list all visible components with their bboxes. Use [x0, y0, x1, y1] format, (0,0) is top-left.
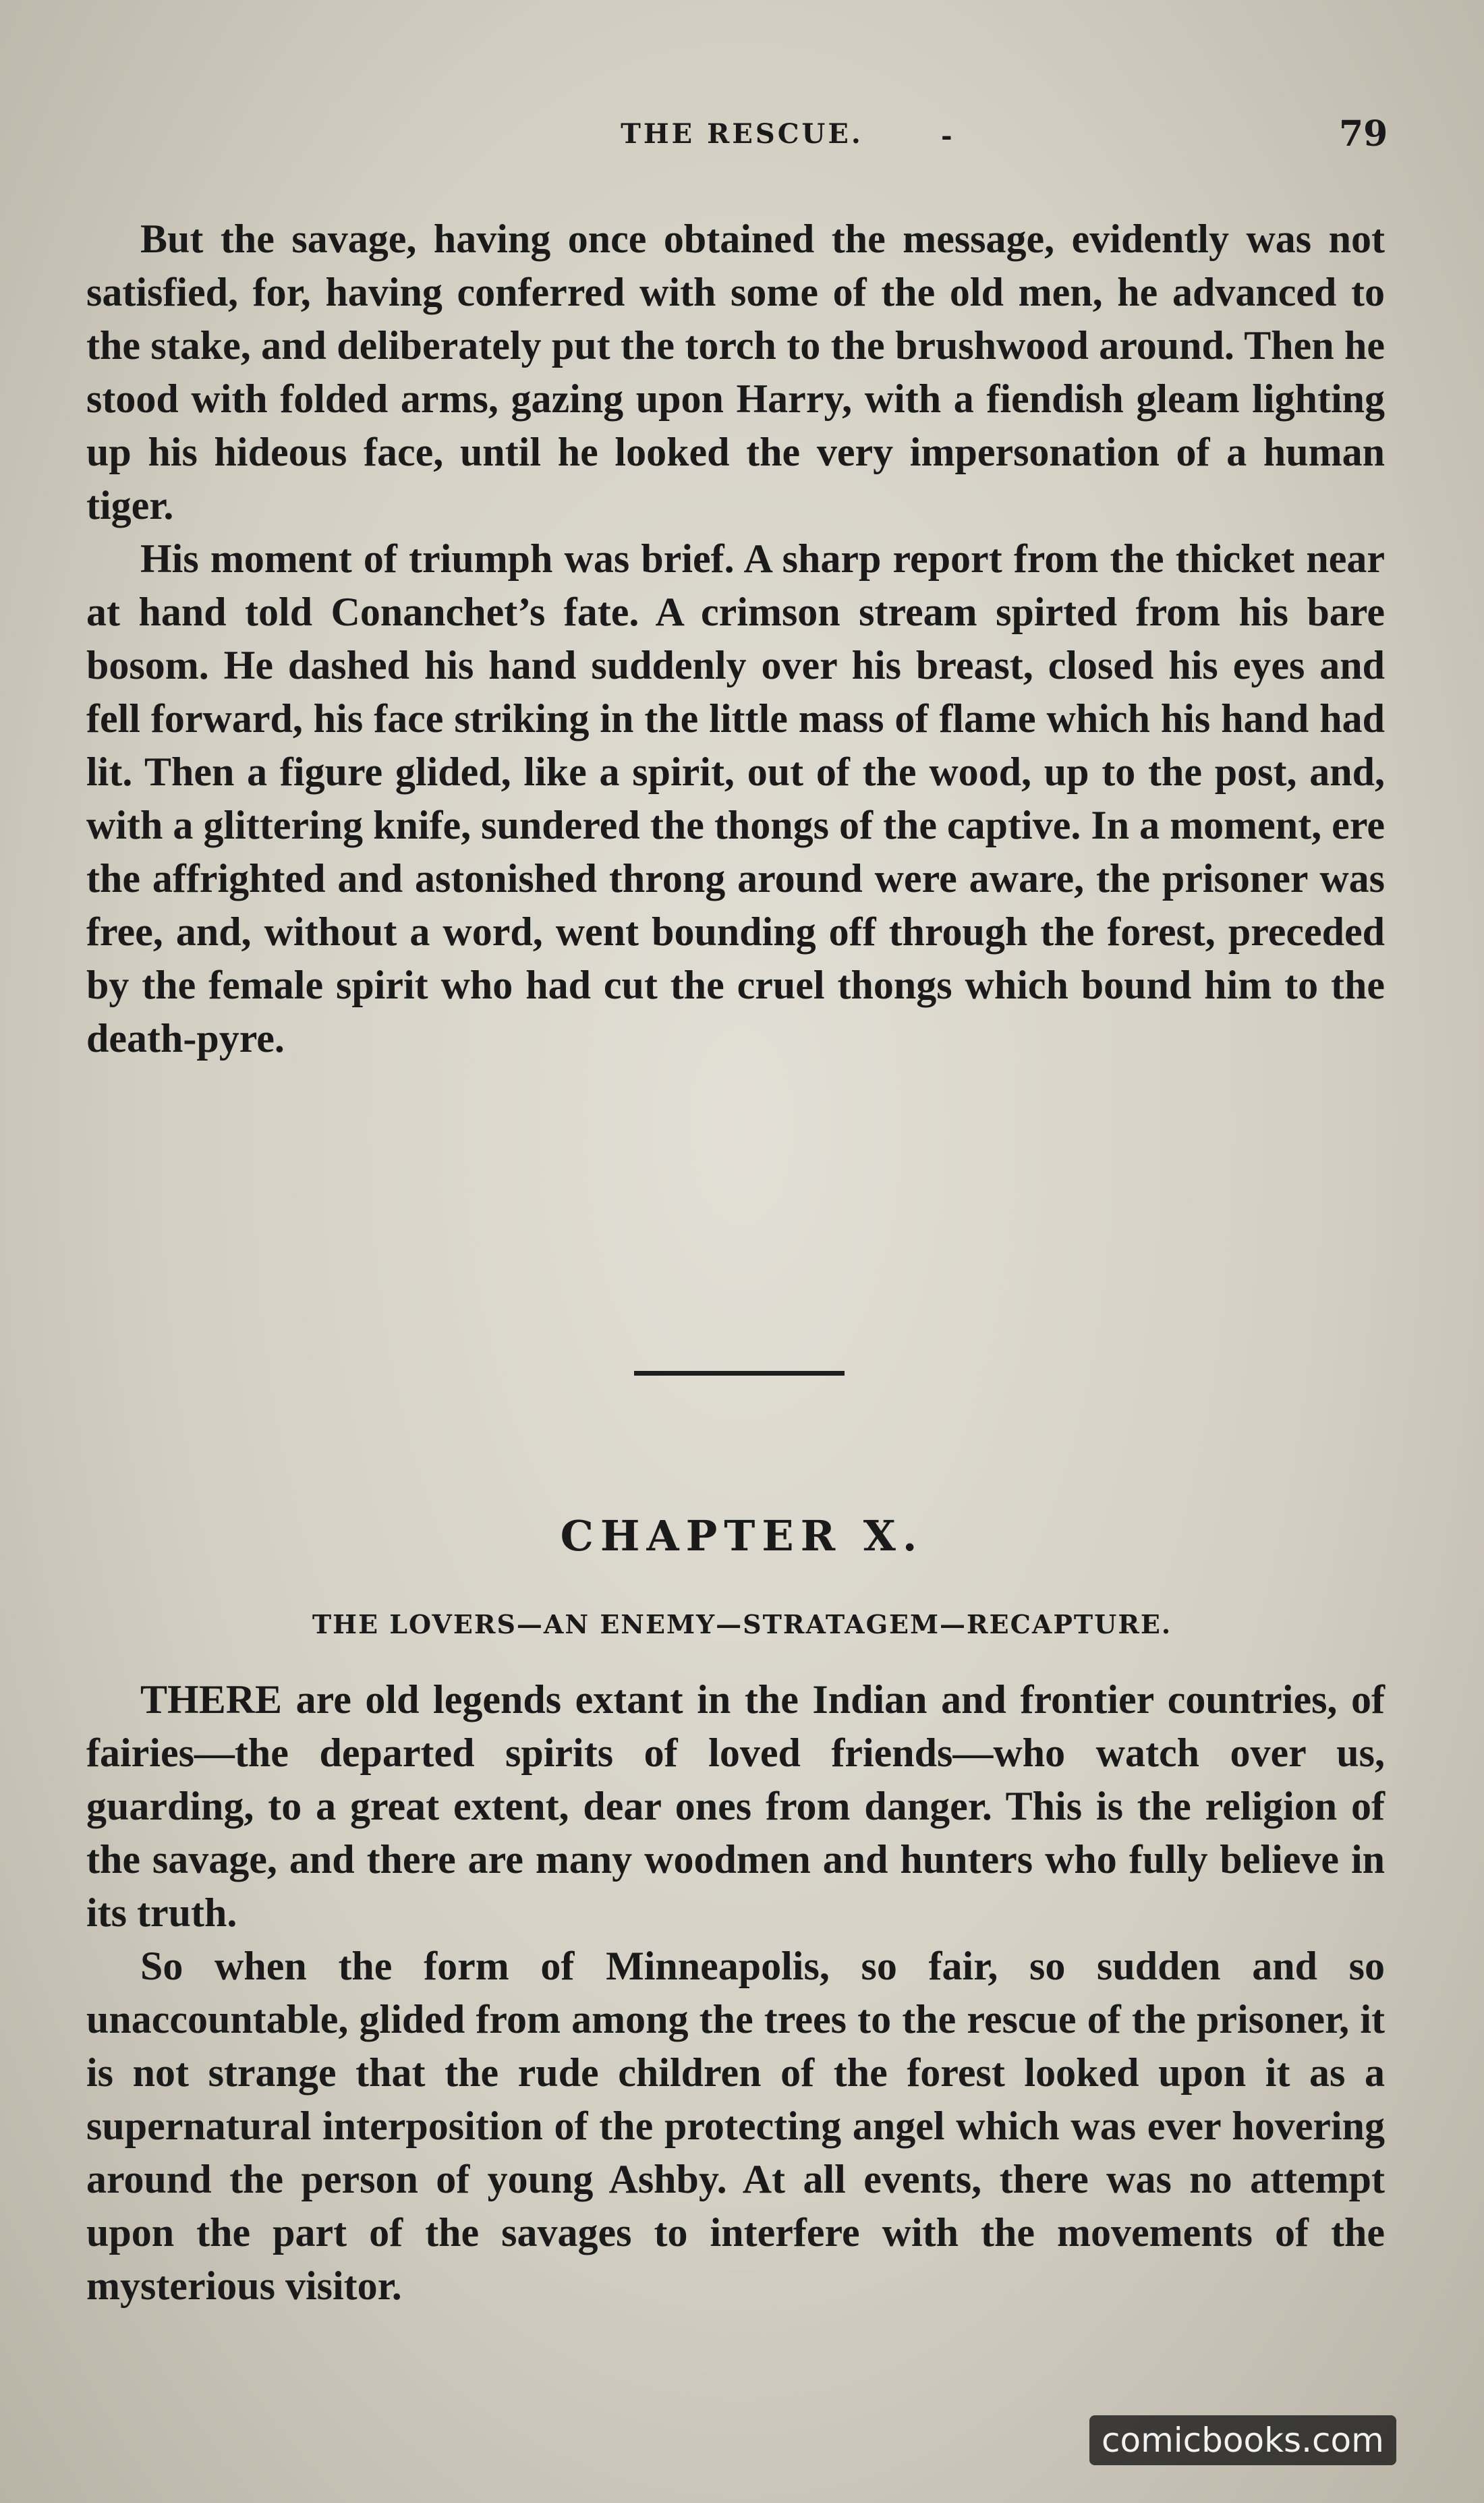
paragraph: His moment of triumph was brief. A sharp report from the thicket near at hand told Conanchet’s fate. A crimson stream spirted from his bare bosom. He dashed his hand suddenly over his breast, closed his eyes and fell forward, his face striking in the little mass of flame which his hand had lit. Then a figure glided, like a spirit, out of the wood, up to the post, and, with a glittering knife, sundered the thongs of the captive. In a moment, ere the affrighted and astonished throng around were aware, the prisoner was free, and, without a word, went bounding off through the forest, preceded by the female spirit who had cut the cruel thongs which bound him to the death-pyre. [86, 536, 1385, 1061]
watermark: comicbooks.com [1089, 2415, 1396, 2465]
chapter-heading: CHAPTER X. [560, 1511, 924, 1560]
section-one-text [86, 213, 1385, 1065]
chapter-text [86, 1673, 1385, 2313]
paragraph: But the savage, having once obtained the message, evidently was not satisfied, for, having conferred with some of the old men, he advanced to the stake, and deliberately put the torch to the brushwood around. Then he stood with folded arms, gazing upon Harry, with a fiendish gleam lighting up his hideous face, until he looked the very impersonation of a human tiger. [86, 217, 1385, 528]
paragraph: THERE are old legends extant in the Indian and frontier countries, of fairies—the departed spirits of loved friends—who watch over us, guarding, to a great extent, dear ones from danger. This is the religion of the savage, and there are many woodmen and hunters who fully believe in its truth. [86, 1677, 1385, 1935]
chapter-subtitle: THE LOVERS—AN ENEMY—STRATAGEM—RECAPTURE. [312, 1609, 1172, 1639]
section-divider [634, 1371, 845, 1376]
running-head: THE RESCUE. [621, 118, 863, 150]
paragraph: So when the form of Minneapolis, so fair, so sudden and so unaccountable, glided from among the trees to the rescue of the prisoner, it is not strange that the rude children of the forest looked upon it as a supernatural interposition of the protecting angel which was ever hovering around the person of young Ashby. At all events, there was no attempt upon the part of the savages to interfere with the movements of the mysterious visitor. [86, 1944, 1385, 2308]
page-number: 79 [1339, 113, 1388, 154]
running-head-mark: - [941, 120, 952, 152]
